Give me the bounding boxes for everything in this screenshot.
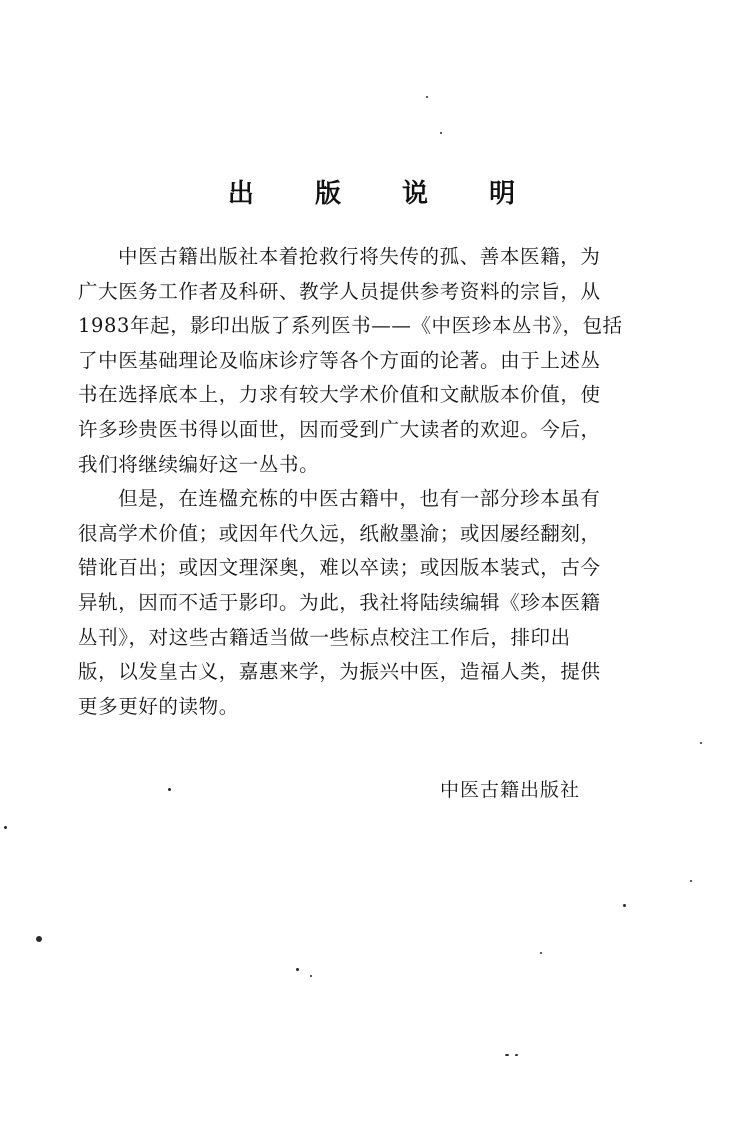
page-title: 出 版 说 明 xyxy=(227,179,542,209)
text-line: 书在选择底本上，力求有较大学术价值和文献版本价值，使 xyxy=(78,383,601,407)
text-line: 但是，在连楹充栋的中医古籍中，也有一部分珍本虽有 xyxy=(118,487,601,511)
text-line: 了中医基础理论及临床诊疗等各个方面的论著。由于上述丛 xyxy=(78,348,601,372)
body-text xyxy=(78,240,678,724)
scan-speck xyxy=(310,975,312,977)
text-line: 丛刊》，对这些古籍适当做一些标点校注工作后，排印出 xyxy=(78,625,571,649)
text-line: 中医古籍出版社本着抢救行将失传的孤、善本医籍，为 xyxy=(118,245,601,268)
scan-speck xyxy=(690,880,692,882)
scan-speck xyxy=(168,788,171,791)
scan-speck xyxy=(4,826,7,829)
scan-speck xyxy=(515,1054,518,1056)
scan-speck xyxy=(540,952,542,954)
scan-speck xyxy=(505,1054,509,1056)
text-line: 版，以发皇古义，嘉惠来学，为振兴中医，造福人类，提供 xyxy=(78,660,601,684)
text-line: 我们将继续编好这一丛书。 xyxy=(78,452,320,476)
scan-speck xyxy=(36,936,42,942)
scan-speck xyxy=(426,96,428,98)
text-line: 广大医务工作者及科研、教学人员提供参考资料的宗旨，从 xyxy=(78,279,601,303)
text-line: 更多更好的读物。 xyxy=(78,694,239,718)
text-line: 1983年起，影印出版了系列医书——《中医珍本丛书》，包括 xyxy=(78,314,623,338)
scan-speck xyxy=(296,968,299,971)
paragraph-2 xyxy=(78,482,678,724)
scan-speck xyxy=(623,904,626,907)
text-line: 许多珍贵医书得以面世，因而受到广大读者的欢迎。今后， xyxy=(78,417,601,441)
publisher-signature: 中医古籍出版社 xyxy=(440,779,581,801)
scan-speck xyxy=(700,742,702,744)
scan-speck xyxy=(440,132,442,134)
paragraph-1 xyxy=(78,240,678,482)
text-line: 很高学术价值；或因年代久远，纸敝墨渝；或因屡经翻刻， xyxy=(78,521,601,545)
text-line: 错讹百出；或因文理深奥，难以卒读；或因版本装式，古今 xyxy=(78,556,601,580)
text-line: 异轨，因而不适于影印。为此，我社将陆续编辑《珍本医籍 xyxy=(78,590,601,614)
